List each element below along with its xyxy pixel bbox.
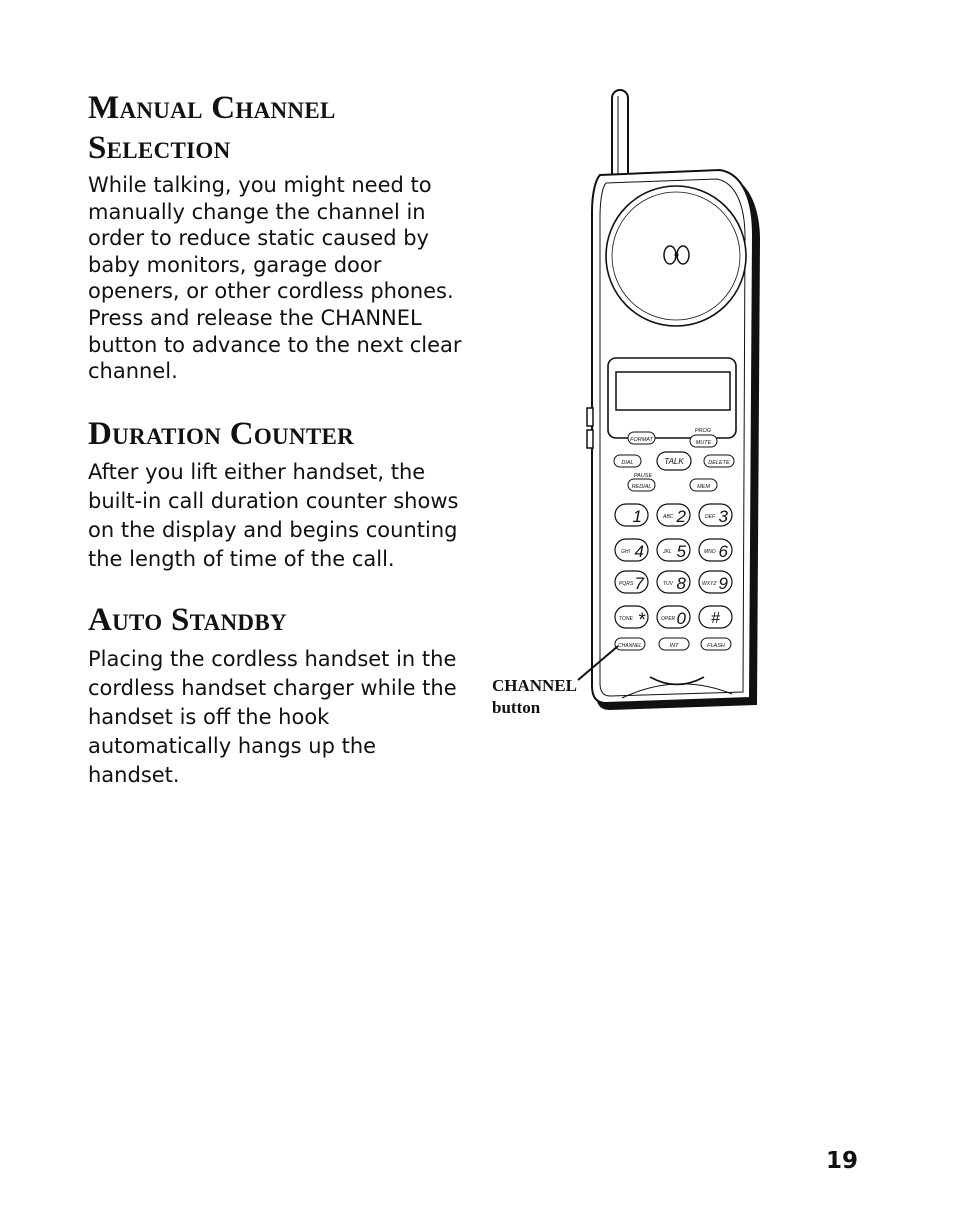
key-6-digit: 6: [718, 542, 728, 561]
mute-button[interactable]: [690, 435, 717, 447]
caption-line-2: button: [492, 698, 541, 717]
key-4-letters: GHI: [621, 549, 630, 555]
flash-label: FLASH: [707, 643, 725, 649]
key-star-symbol: *: [637, 610, 645, 631]
redial-label: REDIAL: [631, 484, 652, 490]
int-label: INT: [669, 643, 679, 649]
key-1-digit: 1: [632, 507, 642, 526]
dial-button[interactable]: [614, 455, 641, 467]
section-body-duration-counter: After you lift either handset, the built-in call duration counter shows on the display and begins counting the length of time of the call.: [88, 460, 459, 571]
side-button-2[interactable]: [587, 430, 593, 448]
section-body-auto-standby: Placing the cordless handset in the cordless handset charger while the handset is off the hook automatically hangs up the handset.: [88, 647, 457, 787]
key-4[interactable]: [615, 539, 648, 561]
channel-button[interactable]: [615, 638, 645, 650]
page-number: 19: [826, 1148, 859, 1174]
key-hash-symbol: #: [711, 610, 720, 627]
key-8[interactable]: [657, 571, 690, 593]
key-3[interactable]: [699, 504, 732, 526]
key-5-letters: JKL: [663, 549, 672, 555]
pause-label: PAUSE: [633, 473, 653, 479]
talk-button[interactable]: [657, 452, 691, 470]
delete-label: DELETE: [708, 460, 730, 466]
key-star-label: TONE: [619, 616, 633, 622]
key-0-digit: 0: [676, 609, 686, 628]
key-5[interactable]: [657, 539, 690, 561]
key-7[interactable]: [615, 571, 648, 593]
key-0-label: OPER: [661, 616, 676, 622]
key-5-digit: 5: [676, 542, 686, 561]
int-button[interactable]: [659, 638, 689, 650]
mute-label: MUTE: [695, 440, 712, 446]
key-4-digit: 4: [634, 542, 644, 561]
section-title-duration-counter: Duration Counter: [88, 416, 355, 452]
prog-label: PROG: [694, 428, 712, 434]
mem-button[interactable]: [690, 479, 717, 491]
channel-button-caption: [492, 675, 577, 719]
section-title-manual-channel-selection: Manual Channel Selection: [88, 90, 336, 166]
caption-line-1: CHANNEL: [492, 676, 578, 695]
key-9-digit: 9: [718, 574, 728, 593]
key-2[interactable]: [657, 504, 690, 526]
key-hash[interactable]: [699, 606, 732, 628]
redial-button[interactable]: [628, 479, 655, 491]
section-body-manual-channel-selection: While talking, you might need to manually change the channel in order to reduce static caused by baby monitors, garage door openers, or other cordless phones. Press and release the CHANNEL button to advance to the next clear channel.: [88, 173, 462, 384]
key-6-letters: MNO: [704, 549, 716, 555]
key-7-letters: PQRS: [619, 581, 634, 587]
delete-button[interactable]: [704, 455, 734, 467]
key-8-letters: TUV: [663, 581, 673, 587]
format-button[interactable]: [628, 432, 655, 444]
channel-label: CHANNEL: [618, 643, 642, 649]
key-2-letters: ABC: [663, 514, 674, 520]
key-0[interactable]: [657, 606, 690, 628]
key-1[interactable]: [615, 504, 648, 526]
key-3-digit: 3: [718, 507, 728, 526]
mem-label: MEM: [697, 484, 710, 490]
key-2-digit: 2: [676, 507, 686, 526]
section-title-auto-standby: Auto Standby: [88, 602, 287, 638]
side-button-1[interactable]: [587, 408, 593, 426]
key-9[interactable]: [699, 571, 732, 593]
key-9-letters: WXYZ: [702, 581, 717, 587]
lcd-screen: [616, 372, 730, 410]
dial-label: DIAL: [621, 460, 634, 466]
cordless-handset-illustration: [560, 80, 790, 720]
talk-label: TALK: [664, 457, 684, 466]
key-6[interactable]: [699, 539, 732, 561]
key-8-digit: 8: [676, 574, 686, 593]
key-7-digit: 7: [634, 574, 644, 593]
flash-button[interactable]: [701, 638, 731, 650]
format-label: FORMAT: [630, 437, 653, 443]
key-3-letters: DEF: [705, 514, 715, 520]
